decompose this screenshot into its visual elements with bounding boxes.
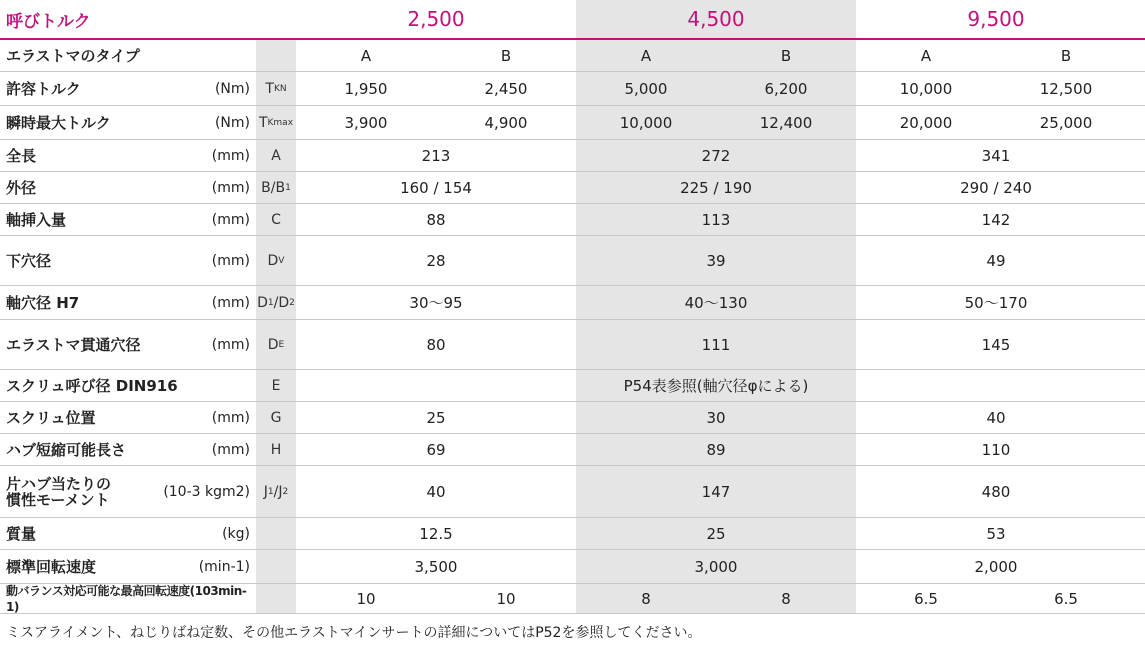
symbol-text: T (258, 114, 268, 131)
row-label: 瞬時最大トルク (6, 113, 111, 132)
table-row (0, 550, 1145, 584)
symbol-text: H (270, 441, 282, 458)
row-label: 軸穴径 H7 (6, 293, 80, 312)
symbol-text: D (257, 294, 268, 311)
row-label: 片ハブ当たりの 慣性モーメント (6, 474, 112, 509)
symbol-text: J (263, 483, 268, 500)
symbol-text: C (271, 211, 281, 228)
value-cell: 88 (426, 210, 446, 229)
symbol-subscript: 1 (267, 297, 274, 308)
row-label: 軸挿入量 (6, 210, 67, 229)
symbol-subscript: V (278, 255, 285, 266)
type-row (0, 40, 1145, 72)
symbol-subscript: KN (273, 83, 287, 94)
spanning-value: P54表参照(軸穴径φによる) (623, 377, 809, 395)
value-cell: 49 (986, 251, 1006, 270)
row-symbol (256, 434, 296, 465)
row-symbol (256, 466, 296, 517)
table-row (0, 434, 1145, 466)
value-cell: 39 (706, 251, 726, 270)
value-cell: 12,400 (759, 113, 813, 132)
row-label: ハブ短縮可能長さ (6, 440, 127, 459)
symbol-text: /D (273, 294, 290, 311)
symbol-subscript: 2 (282, 486, 289, 497)
symbol-subscript: 1 (285, 182, 291, 193)
row-symbol (256, 550, 296, 583)
value-cell: 272 (701, 146, 731, 165)
value-cell: 40 (986, 408, 1006, 427)
value-cell: 290 / 240 (960, 178, 1032, 197)
table-row (0, 236, 1145, 286)
symbol-subscript: 1 (267, 486, 274, 497)
row-label: スクリュ呼び径 DIN916 (6, 376, 178, 395)
value-cell: 69 (426, 440, 446, 459)
row-label: 許容トルク (6, 79, 81, 98)
table-row (0, 72, 1145, 106)
value-cell: 160 / 154 (400, 178, 472, 197)
value-cell: 28 (426, 251, 446, 270)
size-header: 9,500 (967, 7, 1025, 31)
value-cell: 113 (701, 210, 731, 229)
value-cell: 12.5 (419, 524, 453, 543)
value-cell: 341 (981, 146, 1011, 165)
row-unit: (mm) (211, 336, 250, 353)
value-cell: 50～170 (964, 294, 1028, 312)
row-unit: (mm) (211, 211, 250, 228)
symbol-text: D (267, 336, 279, 353)
value-cell: 8 (641, 589, 651, 608)
row-unit: (kg) (222, 525, 250, 542)
row-symbol (256, 204, 296, 235)
size-header: 4,500 (687, 7, 745, 31)
row-label: 標準回転速度 (6, 557, 97, 576)
symbol-subscript: Kmax (267, 117, 294, 128)
value-cell: 8 (781, 589, 791, 608)
type-cell: A (360, 46, 372, 65)
value-cell: 4,900 (484, 113, 528, 132)
value-cell: 2,000 (974, 557, 1018, 576)
table-row (0, 320, 1145, 370)
symbol-text: A (271, 147, 281, 164)
row-symbol (256, 370, 296, 401)
symbol-subscript: E (278, 339, 285, 350)
row-unit: (mm) (211, 147, 250, 164)
value-cell: 80 (426, 335, 446, 354)
row-symbol (256, 106, 296, 139)
value-cell: 6,200 (764, 79, 808, 98)
row-unit: (mm) (211, 179, 250, 196)
value-cell: 10 (356, 589, 376, 608)
type-cell: A (920, 46, 932, 65)
symbol-text: /J (273, 483, 283, 500)
symbol-subscript: 2 (289, 297, 295, 308)
table-row (0, 106, 1145, 140)
value-cell: 12,500 (1039, 79, 1093, 98)
row-symbol (256, 72, 296, 105)
value-cell: 30 (706, 408, 726, 427)
value-cell: 213 (421, 146, 451, 165)
value-cell: 10,000 (899, 79, 953, 98)
header-row (0, 0, 1145, 40)
row-symbol (256, 320, 296, 369)
value-cell: 1,950 (344, 79, 388, 98)
value-cell: 3,500 (414, 557, 458, 576)
value-cell: 2,450 (484, 79, 528, 98)
table-title: 呼びトルク (6, 11, 91, 32)
value-cell: 40～130 (684, 294, 748, 312)
value-cell: 40 (426, 482, 446, 501)
symbol-text: B/B (261, 179, 286, 196)
type-cell: B (780, 46, 792, 65)
table-row (0, 584, 1145, 614)
value-cell: 30～95 (409, 294, 463, 312)
row-symbol (256, 584, 296, 613)
value-cell: 10,000 (619, 113, 673, 132)
table-row (0, 518, 1145, 550)
row-label: 全長 (6, 146, 37, 165)
row-label: 外径 (6, 178, 37, 197)
row-unit: (mm) (211, 252, 250, 269)
value-cell: 142 (981, 210, 1011, 229)
row-unit: (mm) (211, 441, 250, 458)
row-unit: (Nm) (214, 114, 250, 131)
symbol-text: T (265, 80, 274, 97)
row-symbol (256, 518, 296, 549)
row-label: エラストマ貫通穴径 (6, 335, 141, 354)
row-symbol (256, 286, 296, 319)
type-cell: A (640, 46, 652, 65)
row-symbol (256, 402, 296, 433)
value-cell: 25 (426, 408, 446, 427)
table-row (0, 466, 1145, 518)
table-row (0, 402, 1145, 434)
value-cell: 110 (981, 440, 1011, 459)
value-cell: 25,000 (1039, 113, 1093, 132)
value-cell: 6.5 (1054, 589, 1078, 608)
footnote: ミスアライメント、ねじりばね定数、その他エラストマインサートの詳細についてはP52を参照してください。 (6, 625, 702, 641)
value-cell: 3,000 (694, 557, 738, 576)
value-cell: 20,000 (899, 113, 953, 132)
value-cell: 145 (981, 335, 1011, 354)
table-row (0, 140, 1145, 172)
row-unit: (min-1) (198, 558, 250, 575)
type-cell: B (500, 46, 512, 65)
row-unit: (10-3 kgm2) (163, 483, 250, 500)
size-header: 2,500 (407, 7, 465, 31)
table-row (0, 286, 1145, 320)
row-symbol (256, 140, 296, 171)
value-cell: 5,000 (624, 79, 668, 98)
value-cell: 53 (986, 524, 1006, 543)
value-cell: 25 (706, 524, 726, 543)
value-cell: 147 (701, 482, 731, 501)
table-row (0, 370, 1145, 402)
row-label: 質量 (6, 524, 37, 543)
value-cell: 111 (701, 335, 731, 354)
value-cell: 6.5 (914, 589, 938, 608)
row-label: エラストマのタイプ (6, 46, 140, 65)
type-cell: B (1060, 46, 1072, 65)
symbol-text: G (270, 409, 282, 426)
symbol-text: D (267, 252, 279, 269)
row-unit: (mm) (211, 294, 250, 311)
value-cell: 3,900 (344, 113, 388, 132)
row-unit: (Nm) (214, 80, 250, 97)
value-cell: 89 (706, 440, 726, 459)
table-row (0, 204, 1145, 236)
row-label: スクリュ位置 (6, 408, 96, 427)
row-label: 動バランス対応可能な最高回転速度(103min-1) (6, 583, 247, 614)
row-symbol (256, 172, 296, 203)
table-row (0, 172, 1145, 204)
row-unit: (mm) (211, 409, 250, 426)
value-cell: 480 (981, 482, 1011, 501)
value-cell: 225 / 190 (680, 178, 752, 197)
row-symbol (256, 236, 296, 285)
value-cell: 10 (496, 589, 516, 608)
row-label: 下穴径 (6, 251, 52, 270)
symbol-text: E (271, 377, 281, 394)
